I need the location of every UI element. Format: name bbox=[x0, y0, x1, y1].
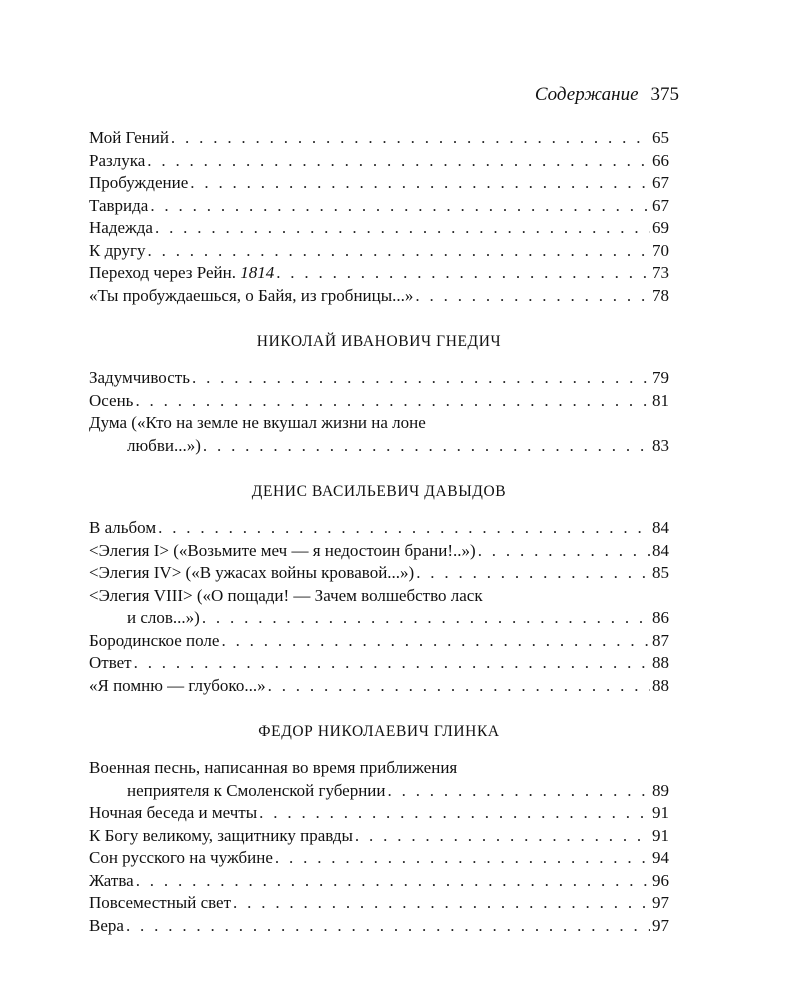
running-header-title: Содержание bbox=[534, 84, 639, 105]
toc-entry-page: 83 bbox=[652, 435, 669, 455]
toc-entry-title: Мой Гений bbox=[89, 128, 169, 147]
dot-leader bbox=[171, 127, 650, 150]
toc-entry[interactable] bbox=[89, 630, 669, 653]
toc-entry[interactable] bbox=[89, 825, 669, 848]
toc-entry-title: <Элегия IV> («В ужасах войны кровавой...») bbox=[89, 563, 415, 582]
toc-entry-title-year: 1814 bbox=[240, 263, 275, 282]
toc-entry-title: Сон русского на чужбине bbox=[89, 848, 273, 867]
dot-leader bbox=[147, 150, 650, 173]
toc-entry[interactable] bbox=[89, 562, 669, 585]
toc-entry-page: 96 bbox=[652, 870, 669, 890]
dot-leader bbox=[388, 780, 651, 803]
toc-entry-title: Бородинское поле bbox=[89, 630, 220, 650]
dot-leader bbox=[134, 652, 650, 675]
toc-entry-title: Ответ bbox=[89, 653, 132, 672]
section-heading: ДЕНИС ВАСИЛЬЕВИЧ ДАВЫДОВ bbox=[251, 483, 507, 500]
toc-entry-title: Ночная беседа и мечты bbox=[89, 803, 258, 822]
dot-leader bbox=[415, 285, 650, 308]
toc-entry[interactable] bbox=[89, 540, 669, 563]
toc-entry[interactable] bbox=[89, 127, 669, 150]
toc-entry-title: «Я помню — глубоко...» bbox=[89, 675, 266, 695]
dot-leader bbox=[190, 172, 650, 195]
toc-entry-title: К другу bbox=[89, 240, 146, 260]
toc-entry[interactable] bbox=[89, 802, 669, 825]
dot-leader bbox=[148, 240, 651, 263]
toc-entry-page: 78 bbox=[652, 285, 669, 305]
toc-entry[interactable] bbox=[89, 675, 669, 698]
toc-entry-page: 67 bbox=[652, 195, 669, 215]
section-heading: ФЕДОР НИКОЛАЕВИЧ ГЛИНКА bbox=[258, 723, 500, 740]
dot-leader bbox=[221, 630, 650, 653]
toc-entry[interactable] bbox=[89, 517, 669, 540]
toc-entry-page: 85 bbox=[652, 563, 669, 582]
toc-entry-title: Разлука bbox=[89, 150, 146, 170]
toc-entry-title: Осень bbox=[89, 390, 134, 410]
toc-entry-title: К Богу великому, защитнику правды bbox=[89, 825, 353, 845]
toc-entry[interactable] bbox=[89, 870, 669, 893]
toc-entry-page: 67 bbox=[652, 173, 669, 192]
dot-leader bbox=[275, 847, 650, 870]
toc-entry-title: любви...») bbox=[127, 435, 201, 455]
toc-entry[interactable] bbox=[89, 240, 669, 263]
section-heading: НИКОЛАЙ ИВАНОВИЧ ГНЕДИЧ bbox=[256, 333, 502, 350]
dot-leader bbox=[202, 607, 650, 630]
toc-entry-page: 97 bbox=[652, 915, 669, 935]
toc-entry-title: Повсеместный свет bbox=[89, 893, 232, 912]
dot-leader bbox=[203, 435, 650, 458]
toc-entry-title-line1: Военная песнь, написанная во время приближения bbox=[89, 758, 458, 777]
toc-entry-page: 84 bbox=[652, 518, 669, 537]
dot-leader bbox=[416, 562, 650, 585]
toc-entry-page: 81 bbox=[652, 390, 669, 410]
toc-entry-title: Пробуждение bbox=[89, 173, 189, 192]
toc-entry-title: Вера bbox=[89, 915, 124, 935]
toc-entry-title: Таврида bbox=[89, 195, 149, 215]
toc-entry-page: 94 bbox=[652, 848, 669, 867]
toc-entry-title: В альбом bbox=[89, 518, 157, 537]
toc-entry-title: неприятеля к Смоленской губернии bbox=[127, 780, 386, 800]
toc-entry-title: и слов...») bbox=[127, 608, 200, 627]
toc-entry[interactable] bbox=[89, 217, 669, 240]
toc-entry[interactable] bbox=[89, 915, 669, 938]
dot-leader bbox=[158, 517, 650, 540]
toc-entry[interactable] bbox=[89, 150, 669, 173]
toc-entry-title: Переход через Рейн. bbox=[89, 263, 236, 282]
dot-leader bbox=[478, 540, 650, 563]
dot-leader bbox=[150, 195, 650, 218]
toc-entry-page: 87 bbox=[652, 630, 669, 650]
dot-leader bbox=[268, 675, 650, 698]
running-header bbox=[535, 84, 679, 106]
toc-entry-page: 66 bbox=[652, 150, 669, 170]
toc-entry-page: 79 bbox=[652, 368, 669, 387]
toc-entry-page: 70 bbox=[652, 240, 669, 260]
toc-entry-title-line1: Дума («Кто на земле не вкушал жизни на лоне bbox=[89, 413, 426, 432]
toc-entry[interactable] bbox=[89, 757, 669, 802]
toc-entry[interactable] bbox=[89, 412, 669, 457]
toc-entry-title: <Элегия I> («Возьмите меч — я недостоин брани!..») bbox=[89, 540, 476, 560]
toc-entry-page: 84 bbox=[652, 540, 669, 560]
toc-entry-page: 91 bbox=[652, 803, 669, 822]
toc-entry-page: 88 bbox=[652, 675, 669, 695]
toc-entry-page: 65 bbox=[652, 128, 669, 147]
dot-leader bbox=[135, 390, 650, 413]
toc-entry[interactable] bbox=[89, 652, 669, 675]
toc-entry-title: Надежда bbox=[89, 218, 153, 237]
toc-entry[interactable] bbox=[89, 585, 669, 630]
toc-entry-page: 89 bbox=[652, 780, 669, 800]
toc-entry-title: «Ты пробуждаешься, о Байя, из гробницы...» bbox=[89, 285, 414, 305]
toc-entry-title: Задумчивость bbox=[89, 368, 190, 387]
toc-entry[interactable] bbox=[89, 367, 669, 390]
dot-leader bbox=[259, 802, 650, 825]
toc-entry[interactable] bbox=[89, 172, 669, 195]
dot-leader bbox=[233, 892, 650, 915]
dot-leader bbox=[155, 217, 650, 240]
toc-entry[interactable] bbox=[89, 195, 669, 218]
toc-entry[interactable] bbox=[89, 390, 669, 413]
dot-leader bbox=[276, 262, 650, 285]
toc-entry-page: 86 bbox=[652, 608, 669, 627]
dot-leader bbox=[192, 367, 650, 390]
toc-entry-title: Жатва bbox=[89, 870, 134, 890]
dot-leader bbox=[355, 825, 650, 848]
page-number: 375 bbox=[650, 84, 679, 105]
dot-leader bbox=[136, 870, 650, 893]
toc-entry-page: 73 bbox=[652, 263, 669, 282]
table-of-contents bbox=[89, 127, 669, 937]
toc-entry-page: 88 bbox=[652, 653, 669, 672]
toc-entry[interactable] bbox=[89, 285, 669, 308]
toc-entry[interactable] bbox=[89, 847, 669, 870]
toc-entry-page: 91 bbox=[652, 825, 669, 845]
dot-leader bbox=[126, 915, 650, 938]
toc-entry[interactable] bbox=[89, 892, 669, 915]
toc-entry-page: 97 bbox=[652, 893, 669, 912]
toc-entry-page: 69 bbox=[652, 218, 669, 237]
toc-entry[interactable] bbox=[89, 262, 669, 285]
toc-entry-title-line1: <Элегия VIII> («О пощади! — Зачем волшебство ласк bbox=[89, 585, 483, 605]
